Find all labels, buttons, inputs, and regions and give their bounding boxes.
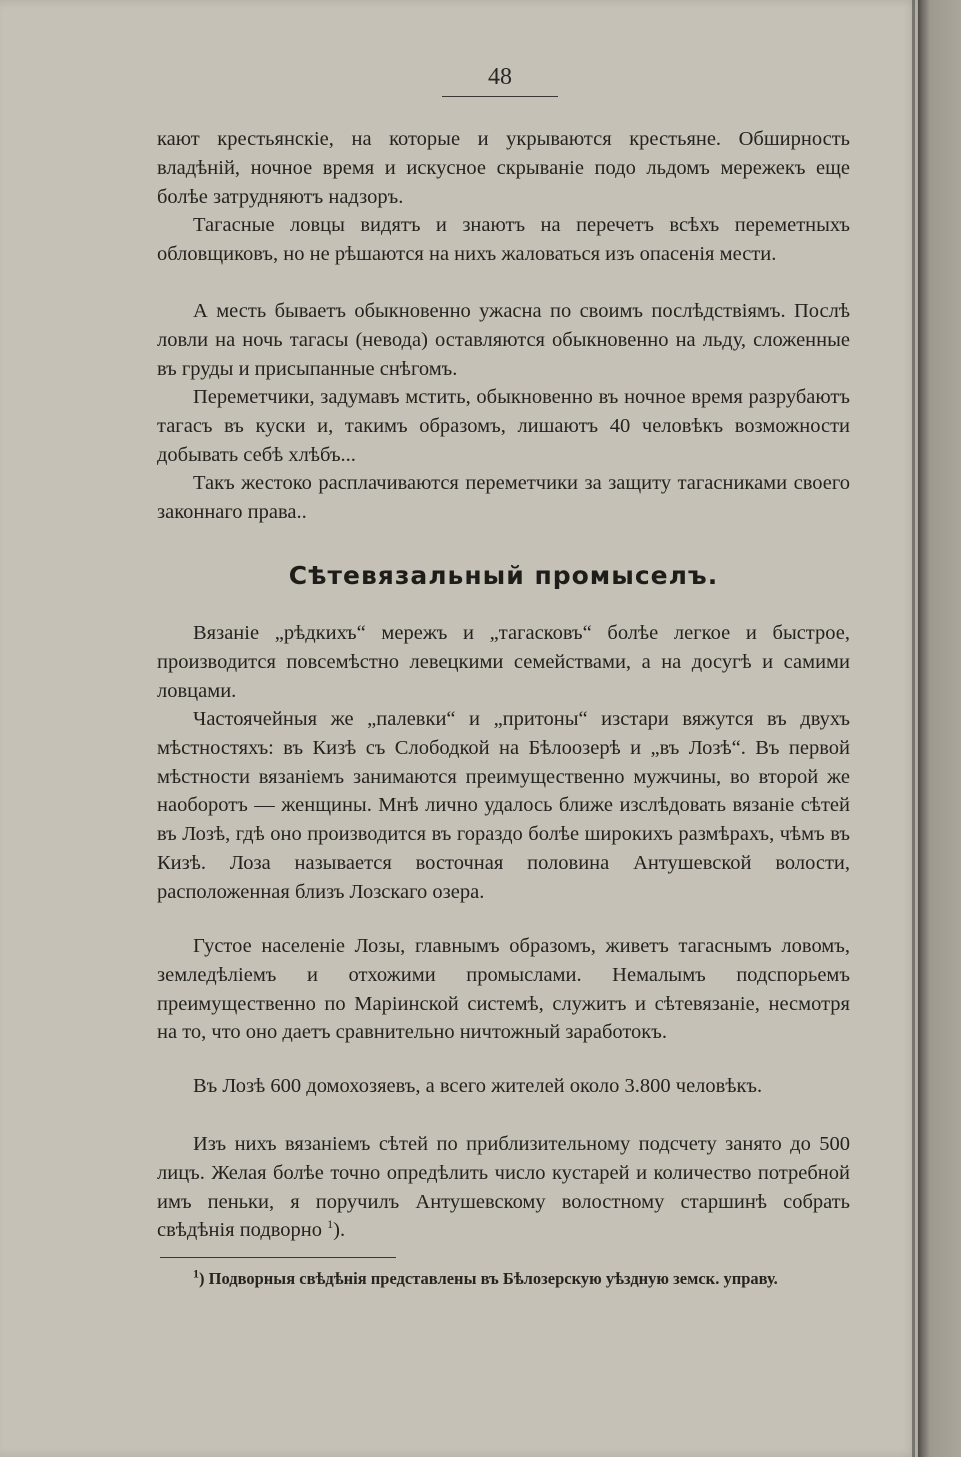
- footnote-reference-suffix: ).: [333, 1219, 346, 1242]
- paragraph-continuation: кают крестьянскіе, на которые и укрываются крестьяне. Обширность владѣній, ночное время и искусное скрываніе подо льдомъ мережекъ еще болѣе затрудняютъ надзоръ.: [157, 128, 850, 208]
- paragraph: Вязаніе „рѣдкихъ“ мережъ и „тагасковъ“ болѣе легкое и быстрое, производится повсемѣстно левецкими семействами, а на досугѣ и самими ловцами.: [157, 622, 850, 702]
- footnote-text: ) Подворныя свѣдѣнія представлены въ Бѣлозерскую уѣздную земск. управу.: [199, 1269, 778, 1288]
- footnote-reference: 1: [327, 1217, 334, 1232]
- paragraph: Частоячейныя же „палевки“ и „притоны“ изстари вяжутся въ двухъ мѣстностяхъ: въ Кизѣ съ Слободкой на Бѣлоозерѣ и „въ Лозѣ“. Въ первой мѣстности вязаніемъ занимаются преимущественно мужчины, во второй же наоборотъ — женщины. Мнѣ лично удалось ближе изслѣдовать вязаніе сѣтей въ Лозѣ, гдѣ оно производится въ гораздо болѣе широкихъ размѣрахъ, чѣмъ въ Кизѣ. Лоза называется восточная половина Антушевской волости, расположенная близъ Лозскаго озера.: [157, 708, 850, 903]
- paragraph: Въ Лозѣ 600 домохозяевъ, а всего жителей около 3.800 человѣкъ.: [193, 1075, 763, 1097]
- book-gutter: [918, 0, 961, 1457]
- paragraph-with-footnote-ref: [157, 1130, 850, 1245]
- footnote-rule: [160, 1257, 396, 1258]
- section-heading: Сѣтевязальный промыселъ.: [288, 561, 719, 590]
- header-rule: [442, 96, 558, 97]
- page-edge-shadow: [912, 0, 915, 1457]
- footnote: [165, 1265, 850, 1293]
- paragraph: Густое населеніе Лозы, главнымъ образомъ, живетъ тагаснымъ ловомъ, земледѣліемъ и отхожими промыслами. Немалымъ подспорьемъ преимущественно по Маріинской системѣ, служитъ и сѣтевязаніе, несмотря на то, что оно даетъ сравнительно ничтожный заработокъ.: [157, 935, 850, 1044]
- paragraph: Тагасные ловцы видятъ и знаютъ на перечетъ всѣхъ переметныхъ обловщиковъ, но не рѣшаются на нихъ жаловаться изъ опасенія мести.: [157, 214, 850, 265]
- paragraph: Переметчики, задумавъ мстить, обыкновенно въ ночное время разрубаютъ тагасъ въ куски и, такимъ образомъ, лишаютъ 40 человѣкъ возможности добывать себѣ хлѣбъ...: [157, 386, 850, 466]
- paragraph-text: Изъ нихъ вязаніемъ сѣтей по приблизительному подсчету занято до 500 лицъ. Желая болѣе точно опредѣлить число кустарей и количество потребной имъ пеньки, я поручилъ Антушевскому волостному старшинѣ собрать свѣдѣнія подворно: [157, 1133, 850, 1242]
- paragraph: Такъ жестоко расплачиваются переметчики за защиту тагасниками своего законнаго права..: [157, 472, 850, 523]
- footnote-marker: 1: [193, 1266, 199, 1281]
- page-number: 48: [488, 64, 512, 90]
- paragraph: А месть бываетъ обыкновенно ужасна по своимъ послѣдствіямъ. Послѣ ловли на ночь тагасы (невода) оставляются обыкновенно на льду, сложенные въ груды и присыпанные снѣгомъ.: [157, 300, 850, 380]
